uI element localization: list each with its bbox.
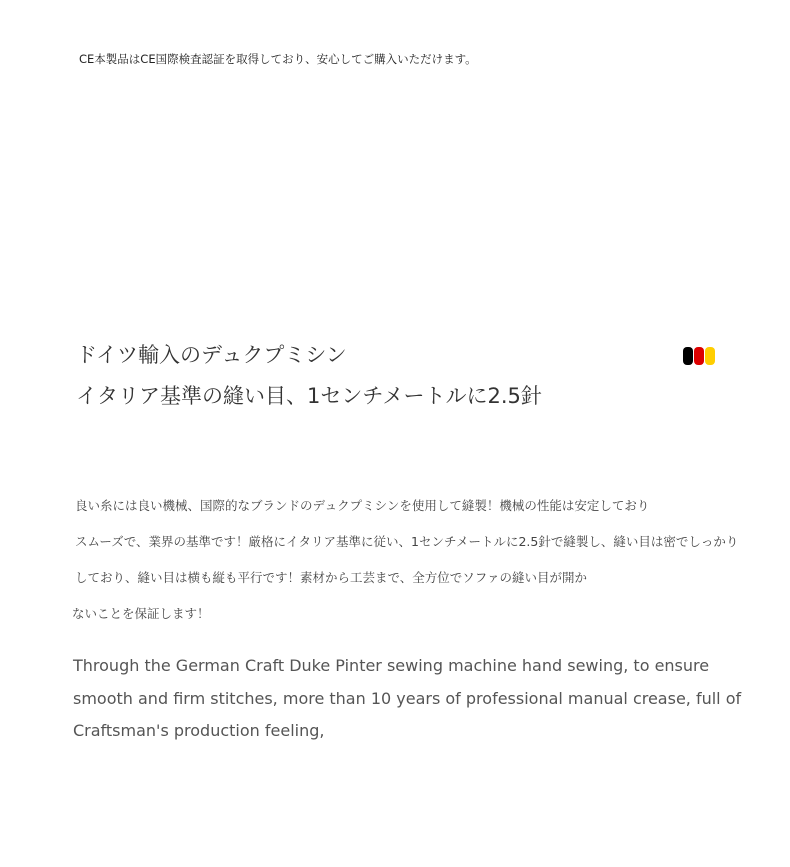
description-line: 良い糸には良い機械、国際的なブランドのデュクプミシンを使用して縫製！機械の性能は安定しており [75, 498, 650, 513]
heading-block [76, 340, 726, 422]
description-line: スムーズで、業界の基準です！厳格にイタリア基準に従い、1センチメートルに2.5針で縫製し、縫い目は密でしっかり [75, 534, 739, 549]
flag-stripe-red [694, 347, 704, 365]
japanese-description [72, 496, 775, 640]
flag-stripe-gold [705, 347, 715, 365]
heading-title: ドイツ輸入のデュクプミシン [76, 343, 347, 367]
description-line: しており、縫い目は横も縦も平行です！素材から工芸まで、全方位でソファの縫い目が開か [75, 570, 588, 585]
ce-certification-note: CE本製品はCE国際検査認証を取得しており、安心してご購入いただけます。 [79, 52, 477, 66]
english-description: Through the German Craft Duke Pinter sewing machine hand sewing, to ensure smooth and firm stitches, more than 10 years of professional manual crease, full of Craftsman's production feeling, [73, 656, 742, 740]
heading-subtitle: イタリア基準の縫い目、1センチメートルに2.5針 [76, 384, 542, 408]
description-line: ないことを保証します！ [72, 606, 210, 621]
flag-stripe-black [683, 347, 693, 365]
german-flag-icon [683, 347, 715, 365]
